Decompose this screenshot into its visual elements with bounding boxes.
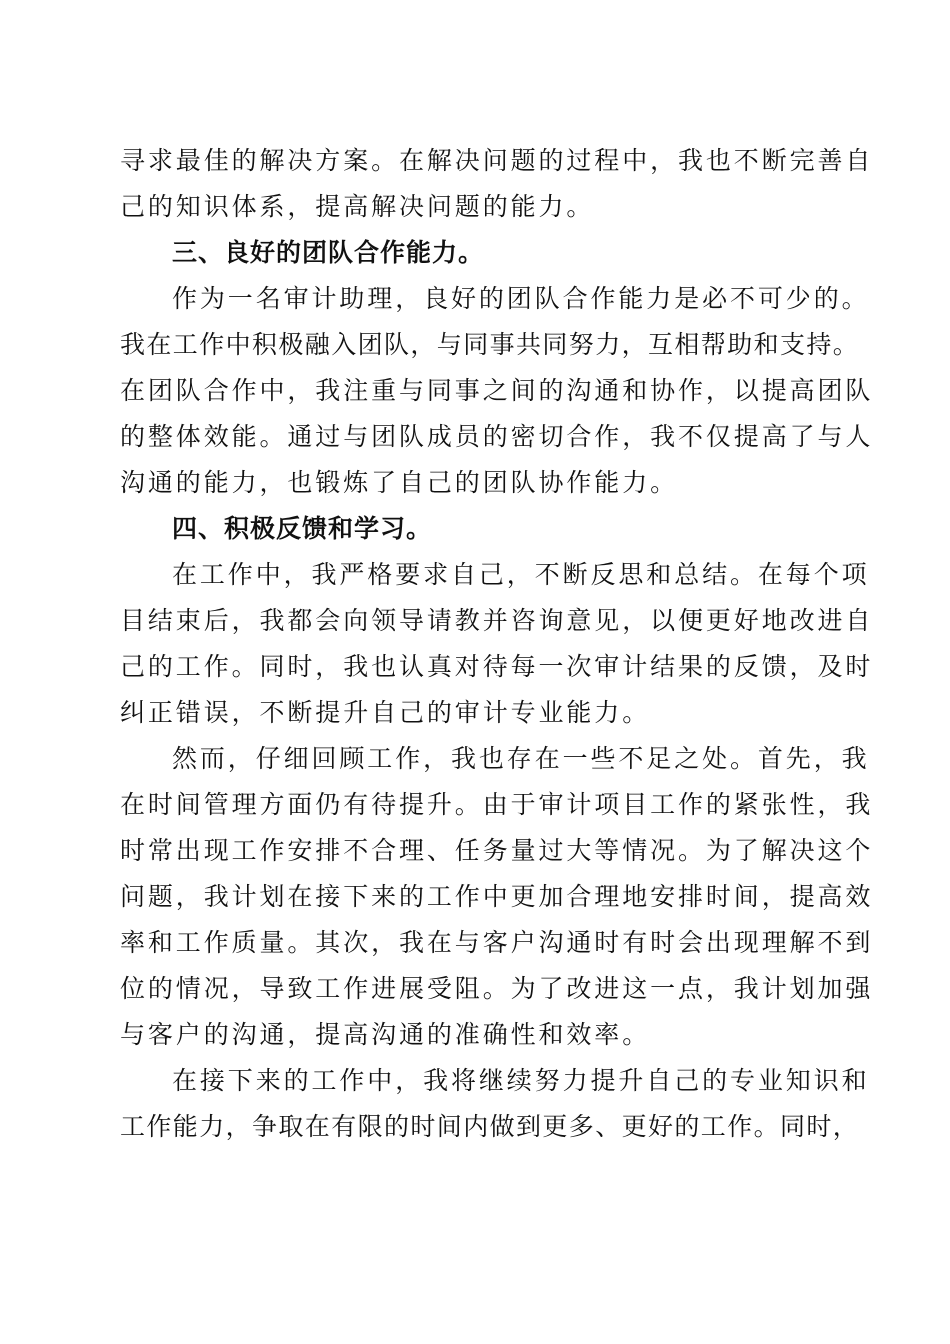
text-line: 在工作中，我严格要求自己，不断反思和总结。在每个项: [172, 560, 870, 589]
paragraph-teamwork: [120, 276, 874, 506]
text-line: 工作能力，争取在有限的时间内做到更多、更好的工作。同时，: [120, 1112, 860, 1141]
section-heading-teamwork: [120, 230, 840, 276]
text-line: 问题，我计划在接下来的工作中更加合理地安排时间，提高效: [120, 882, 874, 911]
text-line: 寻求最佳的解决方案。在解决问题的过程中，我也不断完善自: [120, 146, 874, 175]
text-line: 然而，仔细回顾工作，我也存在一些不足之处。首先，我: [172, 744, 870, 773]
text-line: 目结束后，我都会向领导请教并咨询意见，以便更好地改进自: [120, 606, 874, 635]
paragraph-future-plans: [120, 1058, 870, 1150]
text-line: 作为一名审计助理，良好的团队合作能力是必不可少的。: [172, 284, 870, 313]
text-line: 与客户的沟通，提高沟通的准确性和效率。: [120, 1020, 651, 1049]
heading-text: 三、良好的团队合作能力。: [172, 238, 485, 267]
text-line: 我在工作中积极融入团队，与同事共同努力，互相帮助和支持。: [120, 330, 860, 359]
text-line: 时常出现工作安排不合理、任务量过大等情况。为了解决这个: [120, 836, 874, 865]
document-body: [120, 138, 874, 1150]
text-line: 位的情况，导致工作进展受阻。为了改进这一点，我计划加强: [120, 974, 874, 1003]
heading-text: 四、积极反馈和学习。: [172, 514, 433, 543]
text-line: 率和工作质量。其次，我在与客户沟通时有时会出现理解不到: [120, 928, 874, 957]
text-line: 在团队合作中，我注重与同事之间的沟通和协作，以提高团队: [120, 376, 874, 405]
text-line: 纠正错误，不断提升自己的审计专业能力。: [120, 698, 651, 727]
text-line: 沟通的能力，也锻炼了自己的团队协作能力。: [120, 468, 679, 497]
text-line: 在接下来的工作中，我将继续努力提升自己的专业知识和: [172, 1066, 870, 1095]
text-line: 己的工作。同时，我也认真对待每一次审计结果的反馈，及时: [120, 652, 874, 681]
paragraph-feedback: [120, 552, 874, 736]
text-line: 在时间管理方面仍有待提升。由于审计项目工作的紧张性，我: [120, 790, 874, 819]
paragraph-shortcomings: [120, 736, 874, 1058]
section-heading-feedback: [120, 506, 840, 552]
text-line: 己的知识体系，提高解决问题的能力。: [120, 192, 595, 221]
paragraph-continuation: [120, 138, 874, 230]
text-line: 的整体效能。通过与团队成员的密切合作，我不仅提高了与人: [120, 422, 874, 451]
